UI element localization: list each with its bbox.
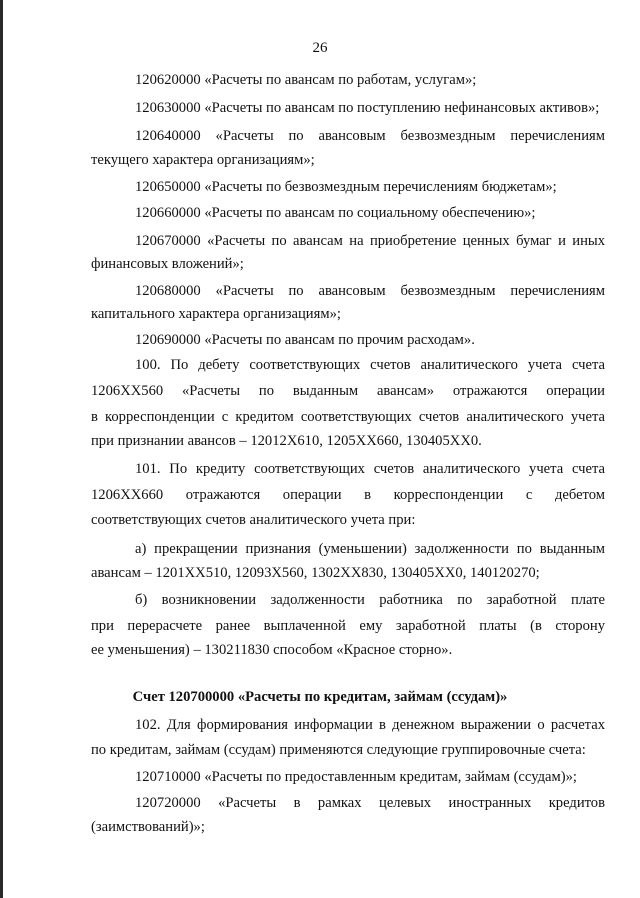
text-line: соответствующих счетов аналитического учета при: <box>91 512 416 528</box>
page-number: 26 <box>312 40 328 56</box>
scan-edge <box>0 0 3 898</box>
text-line: 100. По дебету соответствующих счетов аналитического учета счета <box>135 357 605 373</box>
text-line: 102. Для формирования информации в денежном выражении о расчетах <box>135 717 605 733</box>
text-line: 120660000 «Расчеты по авансам по социальному обеспечению»; <box>135 205 536 221</box>
text-line: 120670000 «Расчеты по авансам на приобретение ценных бумаг и иных <box>135 233 605 249</box>
text-line: 120650000 «Расчеты по безвозмездным перечислениям бюджетам»; <box>135 179 557 195</box>
text-line: при признании авансов – 12012Х610, 1205ХХ660, 130405ХХ0. <box>91 433 482 449</box>
text-line: 120720000 «Расчеты в рамках целевых иностранных кредитов <box>135 795 605 811</box>
text-line: 120690000 «Расчеты по авансам по прочим расходам». <box>135 332 475 348</box>
text-line: при перерасчете ранее выплаченной ему заработной платы (в сторону <box>91 618 605 634</box>
text-line: в корреспонденции с кредитом соответствующих счетов аналитического учета <box>91 409 605 425</box>
text-line: 1206ХХ660 отражаются операции в корреспонденции с дебетом <box>91 487 605 503</box>
text-line: 1206ХХ560 «Расчеты по выданным авансам» отражаются операции <box>91 383 605 399</box>
text-line: ее уменьшения) – 130211830 способом «Красное сторно». <box>91 642 453 658</box>
text-line: 120680000 «Расчеты по авансовым безвозмездным перечислениям <box>135 283 605 299</box>
text-line: 120710000 «Расчеты по предоставленным кредитам, займам (ссудам)»; <box>135 769 577 785</box>
text-line: авансам – 1201ХХ510, 12093Х560, 1302ХХ830, 130405ХХ0, 140120270; <box>91 565 540 581</box>
text-line: капитального характера организациям»; <box>91 306 341 322</box>
section-heading: Счет 120700000 «Расчеты по кредитам, займам (ссудам)» <box>132 689 508 705</box>
text-line: финансовых вложений»; <box>91 256 244 272</box>
text-line: 101. По кредиту соответствующих счетов аналитического учета счета <box>135 461 605 477</box>
text-line: б) возникновении задолженности работника по заработной плате <box>135 592 605 608</box>
text-line: 120630000 «Расчеты по авансам по поступлению нефинансовых активов»; <box>135 100 600 116</box>
text-line: текущего характера организациям»; <box>91 152 315 168</box>
text-line: (заимствований)»; <box>91 819 205 835</box>
text-line: 120620000 «Расчеты по авансам по работам, услугам»; <box>135 72 477 88</box>
text-line: по кредитам, займам (ссудам) применяются следующие группировочные счета: <box>91 742 586 758</box>
text-line: а) прекращении признания (уменьшении) задолженности по выданным <box>135 541 605 557</box>
text-line: 120640000 «Расчеты по авансовым безвозмездным перечислениям <box>135 128 605 144</box>
